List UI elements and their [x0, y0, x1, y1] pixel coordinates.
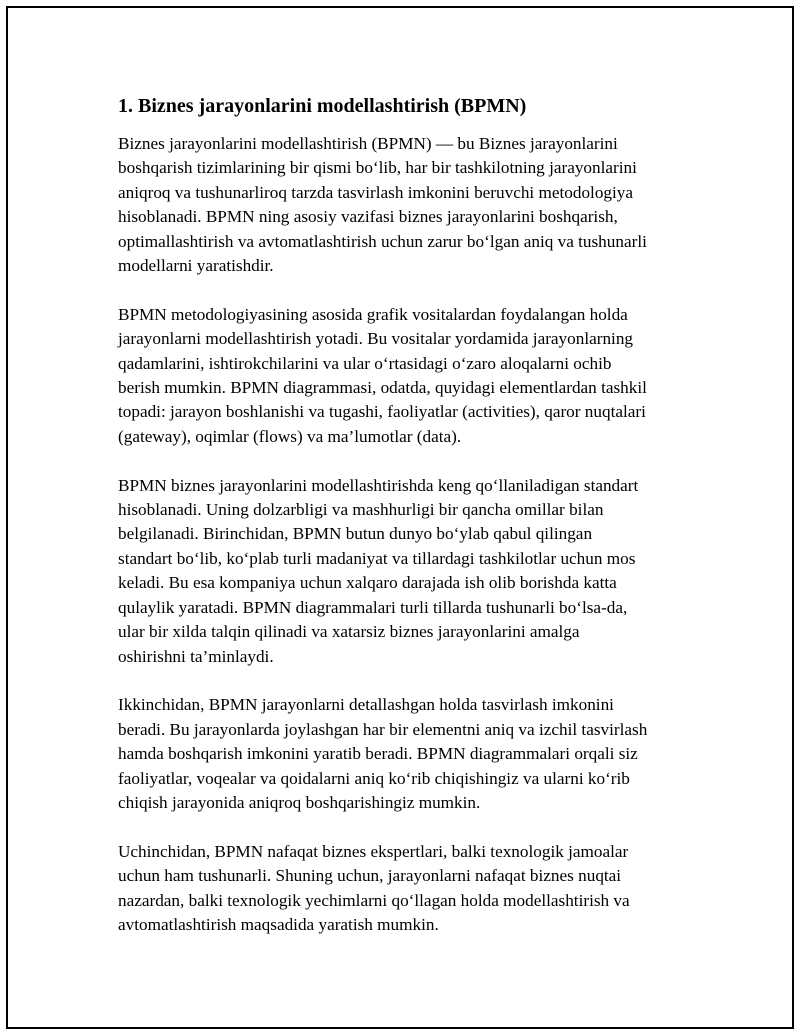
document-body [118, 92, 718, 937]
section-heading: 1. Biznes jarayonlarini modellashtirish (BPMN) [118, 95, 527, 117]
paragraph-intro: Biznes jarayonlarini modellashtirish (BPMN) — bu Biznes jarayonlarini boshqarish tizimlarining bir qismi bo‘lib, har bir tashkilotning jarayonlarini aniqroq va tushunarliroq tarzda tasvirlash imkonini beruvchi metodologiya hisoblanadi. BPMN ning asosiy vazifasi biznes jarayonlarini boshqarish, optimallashtirish va avtomatlashtirish uchun zarur bo‘lgan aniq va tushunarli modellarni yaratishdir. [118, 134, 647, 276]
paragraph-methodology: BPMN metodologiyasining asosida grafik vositalardan foydalangan holda jarayonlarni modellashtirish yotadi. Bu vositalar yordamida jarayonlarning qadamlarini, ishtirokchilarini va ular o‘rtasidagi o‘zaro aloqalarni ochib berish mumkin. BPMN diagrammasi, odatda, quyidagi elementlardan tashkil topadi: jarayon boshlanishi va tugashi, faoliyatlar (activities), qaror nuqtalari (gateway), oqimlar (flows) va ma’lumotlar (data). [118, 304, 647, 446]
paragraph-standard: BPMN biznes jarayonlarini modellashtirishda keng qo‘llaniladigan standart hisoblanadi. Uning dolzarbligi va mashhurligi bir qancha omillar bilan belgilanadi. Birinchidan, BPMN butun dunyo bo‘ylab qabul qilingan standart bo‘lib, ko‘plab turli madaniyat va tillardagi tashkilotlar uchun mos keladi. Bu esa kompaniya uchun xalqaro darajada ish olib borishda katta qulaylik yaratadi. BPMN diagrammalari turli tillarda tushunarli bo‘lsa-da, ular bir xilda talqin qilinadi va xatarsiz biznes jarayonlarini amalga oshirishni ta’minlaydi. [118, 475, 639, 666]
paragraph-third: Uchinchidan, BPMN nafaqat biznes ekspertlari, balki texnologik jamoalar uchun ham tushunarli. Shuning uchun, jarayonlarni nafaqat biznes nuqtai nazardan, balki texnologik yechimlarni qo‘llagan holda modellashtirish va avtomatlashtirish maqsadida yaratish mumkin. [118, 841, 630, 934]
paragraph-second: Ikkinchidan, BPMN jarayonlarni detallashgan holda tasvirlash imkonini beradi. Bu jarayonlarda joylashgan har bir elementni aniq va izchil tasvirlash hamda boshqarish imkonini yaratib beradi. BPMN diagrammalari orqali siz faoliyatlar, voqealar va qoidalarni aniq ko‘rib chiqishingiz va ularni ko‘rib chiqish jarayonida aniqroq boshqarishingiz mumkin. [118, 695, 648, 812]
